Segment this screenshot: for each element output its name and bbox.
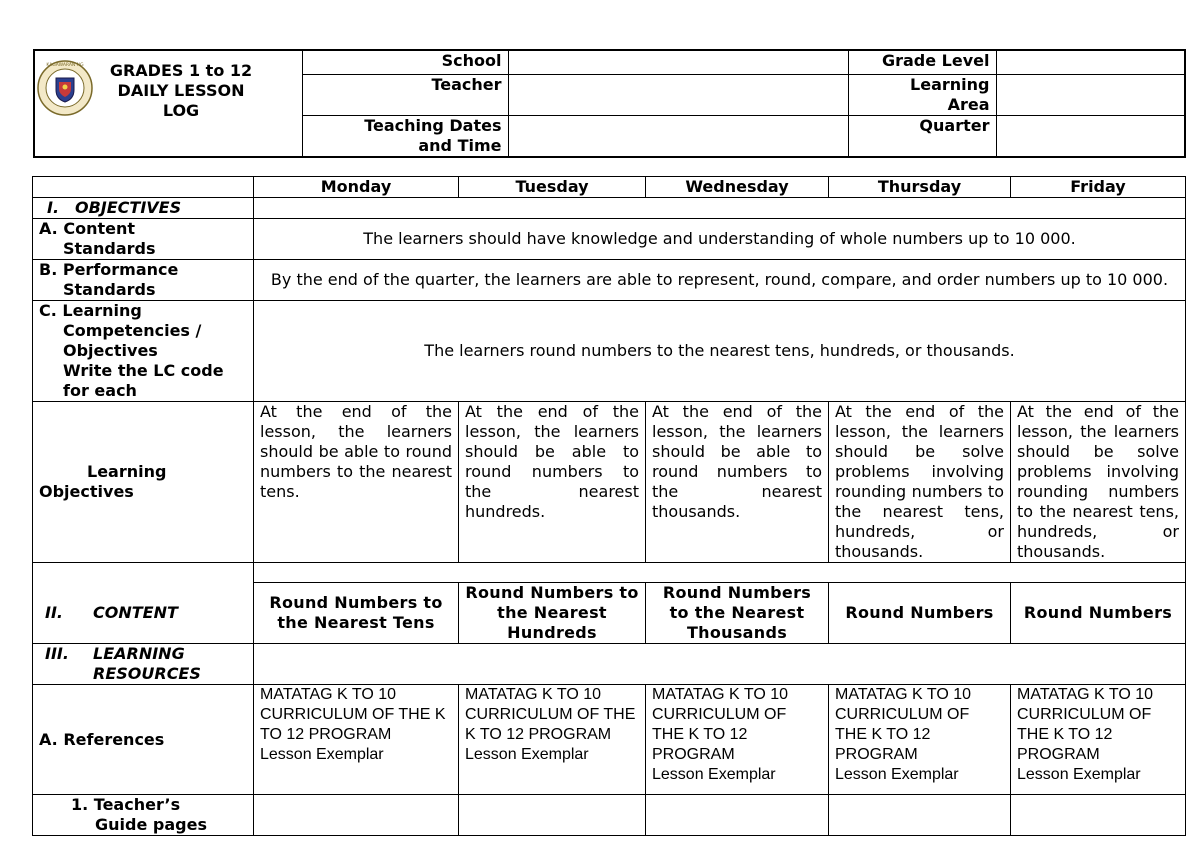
performance-standards-text: By the end of the quarter, the learners are able to represent, round, compare, and order numbers up to 10 000. — [254, 260, 1186, 301]
learning-objectives-row — [33, 402, 1186, 563]
document-title: GRADES 1 to 12 DAILY LESSON LOG — [109, 61, 253, 120]
content-friday: Round Numbers — [1011, 583, 1186, 644]
objective-wednesday: At the end of the lesson, the learners should be able to round numbers to the nearest thousands. — [646, 402, 829, 563]
day-thursday: Thursday — [829, 177, 1011, 198]
competencies-row — [33, 301, 1186, 402]
references-label: A. References — [33, 685, 254, 795]
teacher-label: Teacher — [302, 74, 508, 115]
content-standards-text: The learners should have knowledge and understanding of whole numbers up to 10 000. — [254, 219, 1186, 260]
title-block — [34, 50, 302, 157]
competencies-label: C. Learning Competencies / Objectives Write the LC code for each — [33, 301, 254, 402]
content-standards-label: A. Content Standards — [33, 219, 254, 260]
grade-level-label: Grade Level — [848, 50, 996, 74]
deped-seal-icon — [37, 57, 93, 119]
objective-friday: At the end of the lesson, the learners should be solve problems involving rounding numbers to the nearest tens, hundreds, or thousands. — [1011, 402, 1186, 563]
teachers-guide-label: 1. Teacher’s Guide pages — [33, 795, 254, 836]
quarter-field[interactable] — [996, 115, 1185, 157]
days-header-row — [33, 177, 1186, 198]
day-tuesday: Tuesday — [459, 177, 646, 198]
school-field[interactable] — [508, 50, 848, 74]
objectives-heading: I. OBJECTIVES — [33, 198, 254, 219]
reference-thursday: MATATAG K TO 10 CURRICULUM OF THE K TO 12 PROGRAM Lesson Exemplar — [829, 685, 1011, 795]
content-monday: Round Numbers to the Nearest Tens — [254, 583, 459, 644]
header-table — [33, 49, 1186, 158]
content-tuesday: Round Numbers to the Nearest Hundreds — [459, 583, 646, 644]
objective-monday: At the end of the lesson, the learners should be able to round numbers to the nearest tens. — [254, 402, 459, 563]
teachers-guide-friday[interactable] — [1011, 795, 1186, 836]
content-row — [33, 583, 1186, 644]
reference-monday: MATATAG K TO 10 CURRICULUM OF THE K TO 12 PROGRAM Lesson Exemplar — [254, 685, 459, 795]
competencies-text: The learners round numbers to the nearest tens, hundreds, or thousands. — [254, 301, 1186, 402]
objective-tuesday: At the end of the lesson, the learners should be able to round numbers to the nearest hundreds. — [459, 402, 646, 563]
learning-area-label: Learning Area — [848, 74, 996, 115]
objectives-blank — [254, 198, 1186, 219]
objective-thursday: At the end of the lesson, the learners should be solve problems involving rounding numbers to the nearest tens, hundreds, or thousands. — [829, 402, 1011, 563]
day-wednesday: Wednesday — [646, 177, 829, 198]
content-thursday: Round Numbers — [829, 583, 1011, 644]
content-spacer — [254, 563, 1186, 583]
content-spacer-row — [33, 563, 1186, 583]
performance-standards-label: B. Performance Standards — [33, 260, 254, 301]
reference-friday: MATATAG K TO 10 CURRICULUM OF THE K TO 12 PROGRAM Lesson Exemplar — [1011, 685, 1186, 795]
content-wednesday: Round Numbers to the Nearest Thousands — [646, 583, 829, 644]
quarter-label: Quarter — [848, 115, 996, 157]
teachers-guide-row — [33, 795, 1186, 836]
reference-tuesday: MATATAG K TO 10 CURRICULUM OF THE K TO 12 PROGRAM Lesson Exemplar — [459, 685, 646, 795]
teaching-dates-label: Teaching Dates and Time — [302, 115, 508, 157]
school-label: School — [302, 50, 508, 74]
lesson-log-table — [32, 176, 1186, 836]
reference-wednesday: MATATAG K TO 10 CURRICULUM OF THE K TO 12 PROGRAM Lesson Exemplar — [646, 685, 829, 795]
grade-level-field[interactable] — [996, 50, 1185, 74]
resources-row — [33, 644, 1186, 685]
learning-area-field[interactable] — [996, 74, 1185, 115]
teachers-guide-tuesday[interactable] — [459, 795, 646, 836]
teaching-dates-field[interactable] — [508, 115, 848, 157]
day-monday: Monday — [254, 177, 459, 198]
teachers-guide-monday[interactable] — [254, 795, 459, 836]
svg-text:KAGAWARAN NG: KAGAWARAN NG — [46, 63, 84, 68]
teachers-guide-thursday[interactable] — [829, 795, 1011, 836]
performance-standards-row — [33, 260, 1186, 301]
day-friday: Friday — [1011, 177, 1186, 198]
content-standards-row — [33, 219, 1186, 260]
references-row — [33, 685, 1186, 795]
objectives-section-row — [33, 198, 1186, 219]
resources-blank — [254, 644, 1186, 685]
content-spacer-label — [33, 563, 254, 583]
learning-objectives-label: Learning Objectives — [33, 402, 254, 563]
teacher-field[interactable] — [508, 74, 848, 115]
resources-heading: III. LEARNING RESOURCES — [33, 644, 254, 685]
teachers-guide-wednesday[interactable] — [646, 795, 829, 836]
content-heading: II. CONTENT — [33, 583, 254, 644]
corner-cell — [33, 177, 254, 198]
